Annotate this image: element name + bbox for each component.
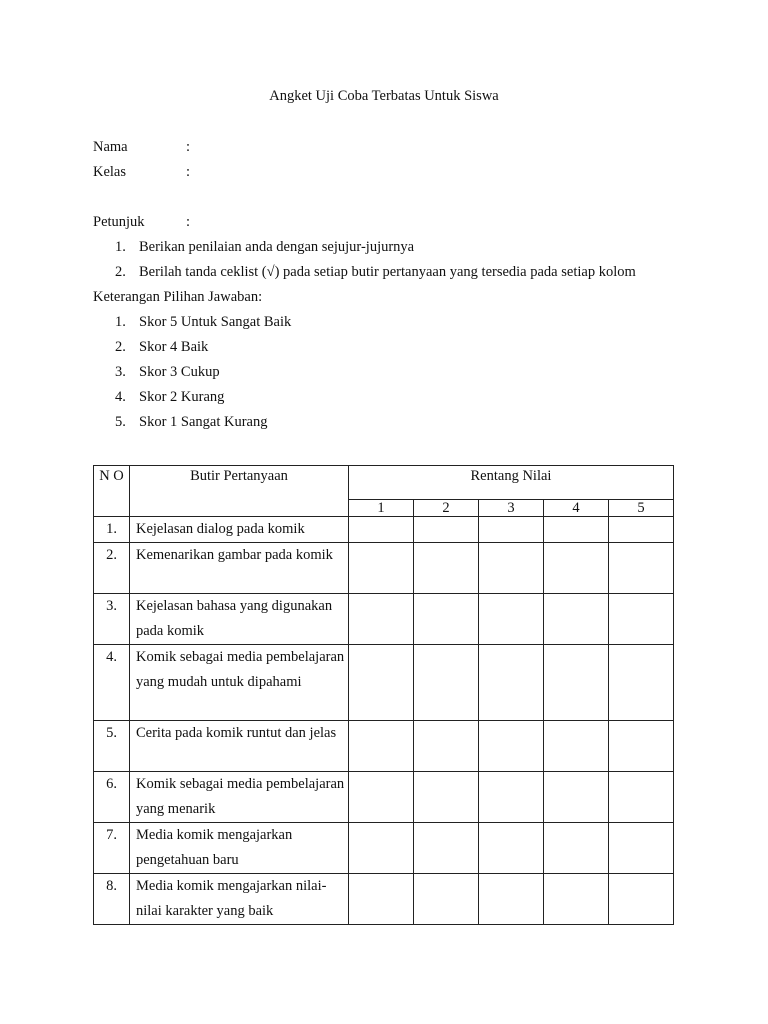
score-cell[interactable] <box>609 772 674 823</box>
score-cell[interactable] <box>479 772 544 823</box>
score-cell[interactable] <box>609 823 674 874</box>
score-cell[interactable] <box>349 517 414 543</box>
score-cell[interactable] <box>544 594 609 645</box>
nama-field <box>93 137 190 157</box>
row-question: Komik sebagai media pembelajaran yang mudah untuk dipahami <box>130 645 349 721</box>
instruction-item <box>115 237 414 257</box>
nama-label: Nama <box>93 139 128 155</box>
table-row <box>94 874 674 925</box>
row-number: 2. <box>94 543 130 594</box>
score-cell[interactable] <box>479 645 544 721</box>
score-cell[interactable] <box>609 721 674 772</box>
row-number: 4. <box>94 645 130 721</box>
score-cell[interactable] <box>544 645 609 721</box>
answer-option-text: Skor 3 Cukup <box>139 364 220 380</box>
row-number: 1. <box>94 517 130 543</box>
scale-header: 2 <box>414 500 479 517</box>
answer-option-text: Skor 4 Baik <box>139 339 209 355</box>
row-question: Kejelasan dialog pada komik <box>130 517 349 543</box>
score-cell[interactable] <box>609 594 674 645</box>
kelas-field <box>93 162 190 182</box>
score-cell[interactable] <box>349 645 414 721</box>
instruction-number: 1. <box>115 239 126 255</box>
score-cell[interactable] <box>349 823 414 874</box>
score-cell[interactable] <box>479 594 544 645</box>
score-cell[interactable] <box>479 823 544 874</box>
scale-header: 5 <box>609 500 674 517</box>
instruction-text: Berikan penilaian anda dengan sejujur-jujurnya <box>139 239 415 255</box>
score-cell[interactable] <box>349 874 414 925</box>
score-cell[interactable] <box>479 721 544 772</box>
score-cell[interactable] <box>609 543 674 594</box>
score-cell[interactable] <box>414 645 479 721</box>
score-cell[interactable] <box>414 823 479 874</box>
row-number: 5. <box>94 721 130 772</box>
score-cell[interactable] <box>414 594 479 645</box>
answer-key-heading: Keterangan Pilihan Jawaban: <box>93 289 263 305</box>
score-cell[interactable] <box>609 645 674 721</box>
row-number: 6. <box>94 772 130 823</box>
table-row <box>94 543 674 594</box>
score-cell[interactable] <box>479 543 544 594</box>
header-no: N O <box>94 466 130 517</box>
score-cell[interactable] <box>544 721 609 772</box>
score-cell[interactable] <box>544 823 609 874</box>
row-question: Media komik mengajarkan pengetahuan baru <box>130 823 349 874</box>
instruction-item <box>115 262 636 282</box>
score-cell[interactable] <box>414 517 479 543</box>
score-cell[interactable] <box>414 874 479 925</box>
answer-option-number: 5. <box>115 414 126 430</box>
answer-option <box>115 387 224 407</box>
score-cell[interactable] <box>609 874 674 925</box>
row-question: Kemenarikan gambar pada komik <box>130 543 349 594</box>
score-cell[interactable] <box>544 517 609 543</box>
table-row <box>94 721 674 772</box>
score-cell[interactable] <box>479 517 544 543</box>
score-cell[interactable] <box>414 543 479 594</box>
row-question: Kejelasan bahasa yang digunakan pada komik <box>130 594 349 645</box>
score-cell[interactable] <box>609 517 674 543</box>
answer-option <box>115 337 208 357</box>
score-cell[interactable] <box>349 543 414 594</box>
score-cell[interactable] <box>349 594 414 645</box>
petunjuk-colon: : <box>186 214 191 230</box>
kelas-colon: : <box>186 164 191 180</box>
score-cell[interactable] <box>414 721 479 772</box>
score-cell[interactable] <box>349 772 414 823</box>
score-cell[interactable] <box>349 721 414 772</box>
row-question: Media komik mengajarkan nilai-nilai karakter yang baik <box>130 874 349 925</box>
answer-option-number: 3. <box>115 364 126 380</box>
row-number: 3. <box>94 594 130 645</box>
petunjuk-field <box>93 212 190 232</box>
answer-option <box>115 412 267 432</box>
table-row <box>94 645 674 721</box>
table-row <box>94 823 674 874</box>
scale-header: 4 <box>544 500 609 517</box>
score-cell[interactable] <box>414 772 479 823</box>
answer-option <box>115 362 220 382</box>
answer-option-text: Skor 1 Sangat Kurang <box>139 414 268 430</box>
table-row <box>94 772 674 823</box>
answer-option-text: Skor 5 Untuk Sangat Baik <box>139 314 292 330</box>
table-row <box>94 594 674 645</box>
answer-option-number: 2. <box>115 339 126 355</box>
rating-table <box>93 465 674 925</box>
scale-header: 3 <box>479 500 544 517</box>
answer-option-number: 4. <box>115 389 126 405</box>
instruction-number: 2. <box>115 264 126 280</box>
answer-option <box>115 312 291 332</box>
header-rentang-nilai: Rentang Nilai <box>349 466 674 500</box>
table-row <box>94 517 674 543</box>
document-title: Angket Uji Coba Terbatas Untuk Siswa <box>269 88 499 104</box>
score-cell[interactable] <box>544 772 609 823</box>
row-number: 7. <box>94 823 130 874</box>
kelas-label: Kelas <box>93 164 127 180</box>
row-question: Cerita pada komik runtut dan jelas <box>130 721 349 772</box>
scale-header: 1 <box>349 500 414 517</box>
answer-option-text: Skor 2 Kurang <box>139 389 225 405</box>
nama-colon: : <box>186 139 191 155</box>
score-cell[interactable] <box>479 874 544 925</box>
instruction-text: Berilah tanda ceklist (√) pada setiap butir pertanyaan yang tersedia pada setiap kolom <box>139 264 636 280</box>
score-cell[interactable] <box>544 543 609 594</box>
answer-option-number: 1. <box>115 314 126 330</box>
petunjuk-label: Petunjuk <box>93 214 145 230</box>
score-cell[interactable] <box>544 874 609 925</box>
row-number: 8. <box>94 874 130 925</box>
row-question: Komik sebagai media pembelajaran yang menarik <box>130 772 349 823</box>
header-question: Butir Pertanyaan <box>130 466 349 517</box>
